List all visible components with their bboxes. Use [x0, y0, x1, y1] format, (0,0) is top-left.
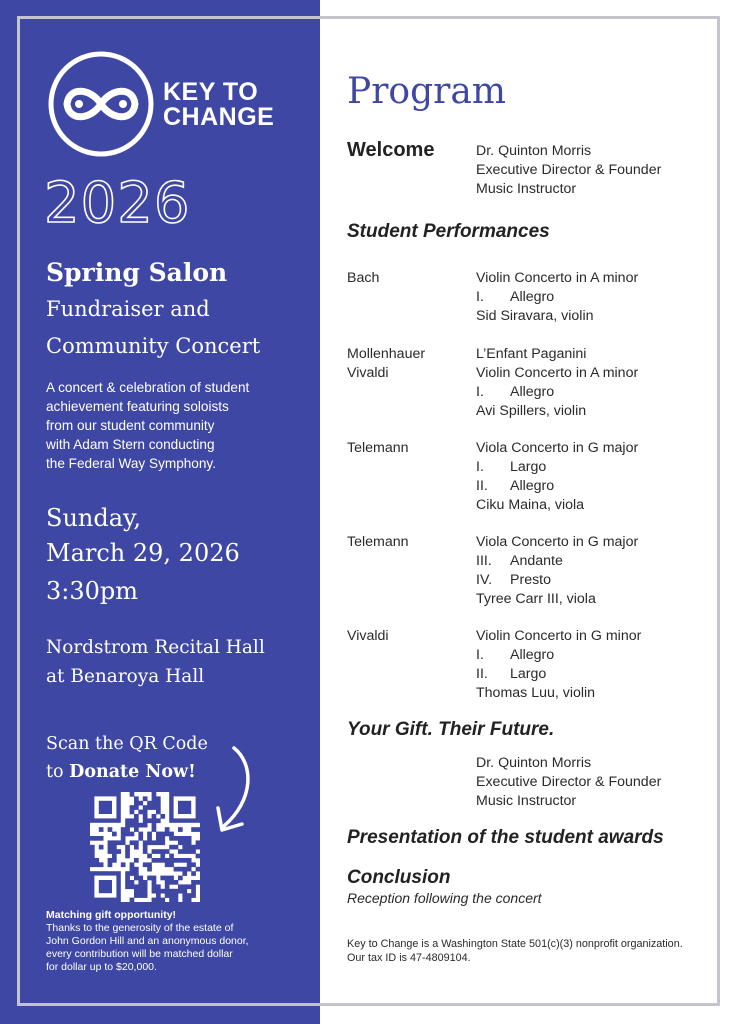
scan-prefix: to [46, 762, 70, 782]
description-line: the Federal Way Symphony. [46, 456, 216, 471]
composer-name: Telemann [347, 440, 409, 456]
matching-gift-text [46, 922, 296, 974]
brand-name-line2: CHANGE [163, 103, 275, 131]
performer-line: Thomas Luu, violin [476, 685, 596, 701]
piece-line: Violin Concerto in A minor [476, 365, 639, 381]
piece-line: Viola Concerto in G major [476, 534, 639, 550]
movement-number: I. [476, 459, 484, 475]
your-gift-title: Your Gift. Their Future. [347, 719, 555, 740]
movement-number: II. [476, 478, 488, 494]
performance-details [476, 269, 638, 326]
movement-number: I. [476, 384, 484, 400]
performance-details [476, 439, 638, 515]
composer-name: Mollenhauer [347, 346, 426, 362]
movement-line [476, 477, 638, 496]
conclusion-subtitle: Reception following the concert [347, 890, 542, 906]
movement-name: Allegro [510, 289, 555, 305]
speaker-name: Dr. Quinton Morris [476, 143, 592, 159]
speaker-name: Dr. Quinton Morris [476, 755, 592, 771]
footer-line: Our tax ID is 47-4809104. [347, 952, 471, 964]
description-line: A concert & celebration of student [46, 380, 250, 395]
piece-line: Violin Concerto in A minor [476, 270, 639, 286]
performer-line: Avi Spillers, violin [476, 403, 587, 419]
event-year: 2026 [44, 171, 191, 236]
event-subtitle-line1: Fundraiser and [46, 297, 210, 321]
description-line: with Adam Stern conducting [46, 437, 215, 452]
awards-title: Presentation of the student awards [347, 827, 664, 848]
scan-qr-line1: Scan the QR Code [46, 734, 208, 754]
gift-line: Thanks to the generosity of the estate of [46, 922, 234, 934]
movement-name: Andante [510, 553, 563, 569]
performance-composer [347, 627, 389, 646]
footer-line: Key to Change is a Washington State 501(c)(3) nonprofit organization. [347, 938, 683, 950]
program-title: Program [347, 71, 506, 112]
description-line: from our student community [46, 418, 215, 433]
gift-line: for dollar up to $20,000. [46, 961, 157, 973]
movement-number: IV. [476, 572, 493, 588]
event-day: Sunday, [46, 504, 142, 532]
composer-name: Bach [347, 270, 380, 286]
movement-name: Largo [510, 459, 547, 475]
movement-line [476, 383, 638, 402]
event-date: March 29, 2026 [46, 539, 240, 567]
piece-line: L’Enfant Paganini [476, 346, 587, 362]
brand-name-line1: KEY TO [163, 78, 259, 106]
piece-line: Viola Concerto in G major [476, 440, 639, 456]
left-panel [0, 0, 320, 1024]
event-description [46, 378, 306, 473]
description-line: achievement featuring soloists [46, 399, 229, 414]
welcome-label: Welcome [347, 139, 435, 161]
event-subtitle-line2: Community Concert [46, 334, 261, 358]
speaker-role: Executive Director & Founder [476, 162, 662, 178]
gift-line: John Gordon Hill and an anonymous donor, [46, 935, 249, 947]
venue-line2: at Benaroya Hall [46, 666, 205, 687]
movement-number: III. [476, 553, 492, 569]
nonprofit-footer [347, 937, 717, 965]
movement-number: I. [476, 289, 484, 305]
composer-name: Vivaldi [347, 628, 389, 644]
performer-line: Ciku Maina, viola [476, 497, 585, 513]
donate-now-text: Donate Now! [69, 762, 196, 782]
movement-name: Allegro [510, 647, 555, 663]
student-performances-title: Student Performances [347, 221, 550, 242]
event-time: 3:30pm [46, 577, 139, 605]
movement-line [476, 288, 638, 307]
welcome-speaker [476, 142, 661, 199]
donate-qr-code[interactable] [90, 792, 200, 902]
piece-line: Violin Concerto in G minor [476, 628, 642, 644]
movement-name: Largo [510, 666, 547, 682]
scan-qr-line2 [46, 759, 196, 786]
event-title: Spring Salon [46, 258, 228, 287]
performance-composer [347, 345, 425, 383]
movement-name: Allegro [510, 384, 555, 400]
performance-details [476, 345, 638, 421]
composer-name: Vivaldi [347, 365, 389, 381]
performance-details [476, 533, 638, 609]
movement-number: II. [476, 666, 488, 682]
performance-details [476, 627, 641, 703]
movement-line [476, 552, 638, 571]
speaker-role: Music Instructor [476, 181, 577, 197]
venue-line1: Nordstrom Recital Hall [46, 637, 265, 658]
conclusion-title: Conclusion [347, 867, 451, 888]
movement-line [476, 646, 641, 665]
performance-composer [347, 269, 379, 288]
curved-arrow-icon [212, 744, 262, 834]
key-to-change-logo-icon [47, 50, 155, 158]
performance-composer [347, 533, 409, 552]
movement-line [476, 665, 641, 684]
speaker-role: Music Instructor [476, 793, 577, 809]
movement-line [476, 458, 638, 477]
matching-gift-title: Matching gift opportunity! [46, 909, 177, 921]
gift-line: every contribution will be matched dollar [46, 948, 233, 960]
movement-name: Allegro [510, 478, 555, 494]
gift-speaker [476, 754, 661, 811]
performer-line: Sid Siravara, violin [476, 308, 594, 324]
movement-line [476, 571, 638, 590]
movement-name: Presto [510, 572, 552, 588]
performer-line: Tyree Carr III, viola [476, 591, 596, 607]
movement-number: I. [476, 647, 484, 663]
speaker-role: Executive Director & Founder [476, 774, 662, 790]
composer-name: Telemann [347, 534, 409, 550]
performance-composer [347, 439, 409, 458]
